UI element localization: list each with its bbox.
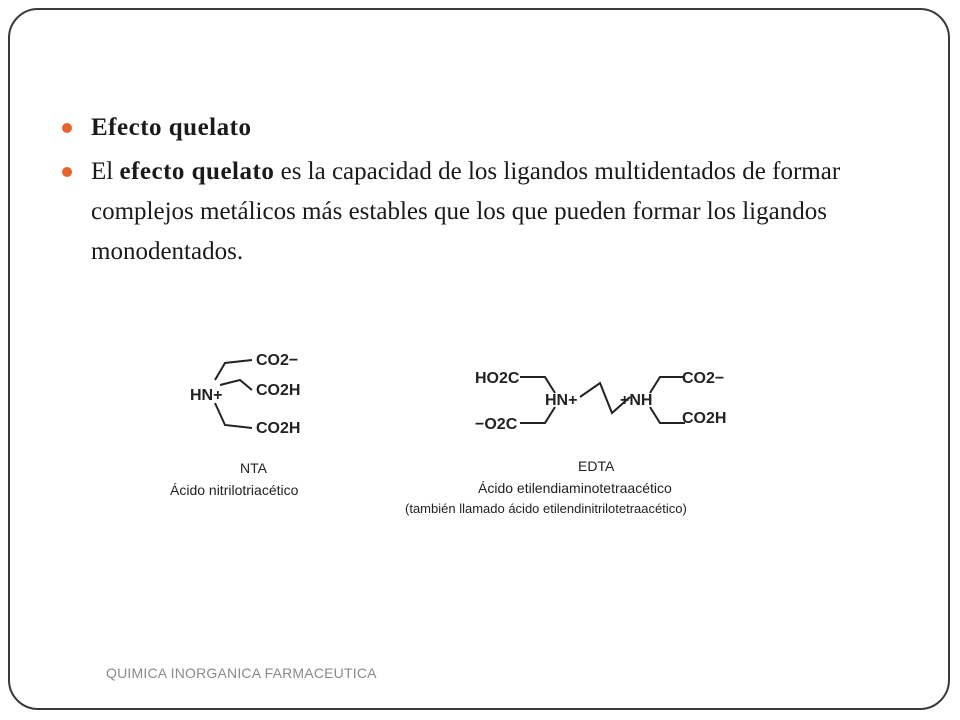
nta-full-name: Ácido nitrilotriacético: [170, 482, 299, 498]
nta-label: NTA: [240, 460, 267, 476]
nta-group-2: CO2H: [256, 382, 301, 399]
bullet-definition: [62, 152, 922, 272]
bullet-list: [62, 108, 922, 276]
edta-label: EDTA: [578, 458, 615, 474]
nta-group-3: CO2H: [256, 420, 301, 437]
definition-post: es la capacidad de los ligandos multidentados de formar complejos metálicos más estables que los que pueden formar los ligandos monodentados.: [91, 158, 841, 265]
edta-alt-name: (también llamado ácido etilendinitrilotetraacético): [405, 501, 687, 516]
bullet-dot-icon: [62, 167, 72, 177]
edta-left-center: HN+: [545, 392, 578, 409]
edta-left-group-2: −O2C: [475, 416, 518, 433]
edta-right-group-2: CO2H: [682, 410, 727, 427]
bullet-heading: [62, 108, 922, 148]
edta-left-group-1: HO2C: [475, 370, 520, 387]
edta-right-group-1: CO2−: [682, 370, 725, 387]
structures-svg: [160, 325, 810, 530]
definition-term: efecto quelato: [119, 158, 275, 185]
heading-text: Efecto quelato: [91, 114, 252, 141]
bullet-dot-icon: [62, 123, 72, 133]
footer-course-title: QUIMICA INORGANICA FARMACEUTICA: [106, 665, 377, 681]
definition-pre: El: [91, 158, 120, 185]
chelating-agents-figure: [160, 325, 810, 530]
nta-group-1: CO2−: [256, 352, 299, 369]
nta-center: HN+: [190, 387, 223, 404]
edta-right-center: +NH: [620, 392, 653, 409]
edta-full-name: Ácido etilendiaminotetraacético: [478, 480, 672, 496]
